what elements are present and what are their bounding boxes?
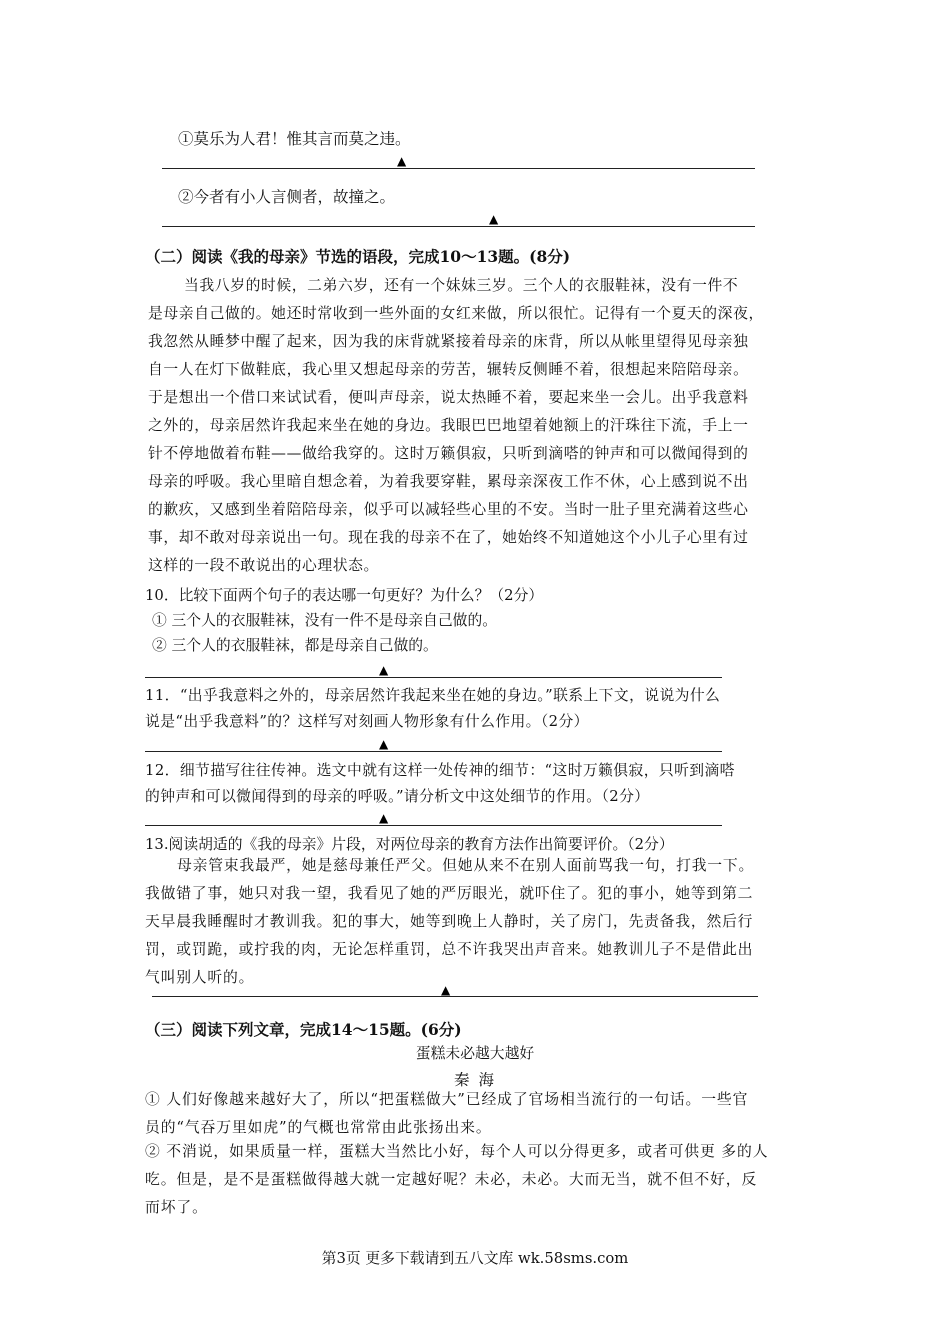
section-3-heading: （三）阅读下列文章，完成14～15题。(6分) bbox=[145, 1020, 462, 1039]
answer-line bbox=[162, 168, 755, 169]
q13-prompt: 13.阅读胡适的《我的母亲》片段，对两位母亲的教育方法作出简要评价。（2分） bbox=[145, 836, 674, 853]
section-2-passage bbox=[148, 272, 764, 580]
passage-line: 天早晨我睡醒时才教训我。犯的事大，她等到晚上人静时，关了房门，先责备我，然后行 bbox=[145, 913, 754, 930]
answer-marker-icon: ▲ bbox=[379, 737, 389, 751]
article-paragraph-1 bbox=[145, 1086, 748, 1142]
passage-line: 针不停地做着布鞋——做给我穿的。这时万籁俱寂，只听到滴嗒的钟声和可以微闻得到的 bbox=[148, 445, 749, 462]
answer-line bbox=[145, 751, 722, 752]
passage-line: 员的“气吞万里如虎”的气概也常常由此张扬出来。 bbox=[145, 1119, 492, 1136]
q9-item-2: ②今者有小人言侧者，故撞之。 bbox=[178, 188, 396, 206]
passage-line: 于是想出一个借口来试试看，便叫声母亲，说太热睡不着，要起来坐一会儿。出乎我意料 bbox=[148, 389, 749, 406]
q10-sentence-2: ② 三个人的衣服鞋袜，都是母亲自己做的。 bbox=[152, 637, 438, 654]
answer-marker-icon: ▲ bbox=[441, 983, 451, 997]
article-paragraph-2 bbox=[145, 1138, 768, 1222]
article-title: 蛋糕未必越大越好 bbox=[415, 1045, 535, 1062]
q10-sentence-1: ① 三个人的衣服鞋袜，没有一件不是母亲自己做的。 bbox=[152, 612, 498, 629]
q12-line-2: 的钟声和可以微闻得到的母亲的呼吸。”请分析文中这处细节的作用。（2分） bbox=[145, 788, 650, 805]
q11-line-2: 说是“出乎我意料”的？这样写对刻画人物形象有什么作用。（2分） bbox=[145, 713, 589, 730]
q9-item-1: ①莫乐为人君！惟其言而莫之违。 bbox=[178, 130, 411, 148]
passage-line: 自一人在灯下做鞋底，我心里又想起母亲的劳苦，辗转反侧睡不着，很想起来陪陪母亲。 bbox=[148, 361, 749, 378]
passage-line: 我忽然从睡梦中醒了起来，因为我的床背就紧接着母亲的床背，所以从帐里望得见母亲独 bbox=[148, 333, 749, 350]
answer-line bbox=[152, 996, 758, 997]
q10-prompt: 10．比较下面两个句子的表达哪一句更好？为什么？（2分） bbox=[145, 587, 544, 604]
passage-line: 吃。但是，是不是蛋糕做得越大就一定越好呢？未必，未必。大而无当，就不但不好，反 bbox=[145, 1171, 758, 1188]
q11-line-1: 11．“出乎我意料之外的，母亲居然许我起来坐在她的身边。”联系上下文，说说为什么 bbox=[145, 687, 721, 704]
passage-line: ① 人们好像越来越好大了，所以“把蛋糕做大”已经成了官场相当流行的一句话。一些官 bbox=[145, 1091, 749, 1108]
passage-line: 的歉疚，又感到坐着陪陪母亲，似乎可以减轻些心里的不安。当时一肚子里充满着这些心 bbox=[148, 501, 749, 518]
passage-line: 罚，或罚跪，或拧我的肉，无论怎样重罚，总不许我哭出声音来。她教训儿子不是借此出 bbox=[145, 941, 754, 958]
passage-line: 是母亲自己做的。她还时常收到一些外面的女红来做，所以很忙。记得有一个夏天的深夜， bbox=[148, 305, 764, 322]
passage-line: 我做错了事，她只对我一望，我看见了她的严厉眼光，就吓住了。犯的事小，她等到第二 bbox=[145, 885, 754, 902]
passage-line: ② 不消说，如果质量一样，蛋糕大当然比小好，每个人可以分得更多，或者可供更 多的人 bbox=[145, 1143, 769, 1160]
q12-line-1: 12．细节描写往往传神。选文中就有这样一处传神的细节：“这时万籁俱寂，只听到滴嗒 bbox=[145, 762, 735, 779]
answer-line bbox=[145, 677, 722, 678]
article-author: 秦 海 bbox=[454, 1071, 496, 1089]
passage-line: 母亲的呼吸。我心里暗自想念着，为着我要穿鞋，累母亲深夜工作不休，心上感到说不出 bbox=[148, 473, 749, 490]
answer-marker-icon: ▲ bbox=[489, 212, 499, 226]
passage-line: 这样的一段不敢说出的心理状态。 bbox=[148, 557, 379, 574]
passage-line: 事，却不敢对母亲说出一句。现在我的母亲不在了，她始终不知道她这个小儿子心里有过 bbox=[148, 529, 749, 546]
answer-marker-icon: ▲ bbox=[379, 663, 389, 677]
answer-line bbox=[162, 226, 755, 227]
passage-line: 之外的，母亲居然许我起来坐在她的身边。我眼巴巴地望着她额上的汗珠往下流，手上一 bbox=[148, 417, 749, 434]
section-2-heading: （二）阅读《我的母亲》节选的语段，完成10～13题。(8分) bbox=[145, 247, 571, 266]
answer-line bbox=[145, 825, 722, 826]
passage-line: 气叫别人听的。 bbox=[145, 969, 255, 986]
page-footer: 第3页 更多下载请到五八文库 wk.58sms.com bbox=[321, 1250, 629, 1267]
passage-line: 而坏了。 bbox=[145, 1199, 208, 1216]
passage-line: 当我八岁的时候，二弟六岁，还有一个妹妹三岁。三个人的衣服鞋袜，没有一件不 bbox=[184, 277, 739, 294]
q13-passage bbox=[145, 852, 754, 992]
passage-line: 母亲管束我最严，她是慈母兼任严父。但她从来不在别人面前骂我一句，打我一下。 bbox=[177, 857, 755, 874]
answer-marker-icon: ▲ bbox=[397, 154, 407, 168]
answer-marker-icon: ▲ bbox=[379, 811, 389, 825]
